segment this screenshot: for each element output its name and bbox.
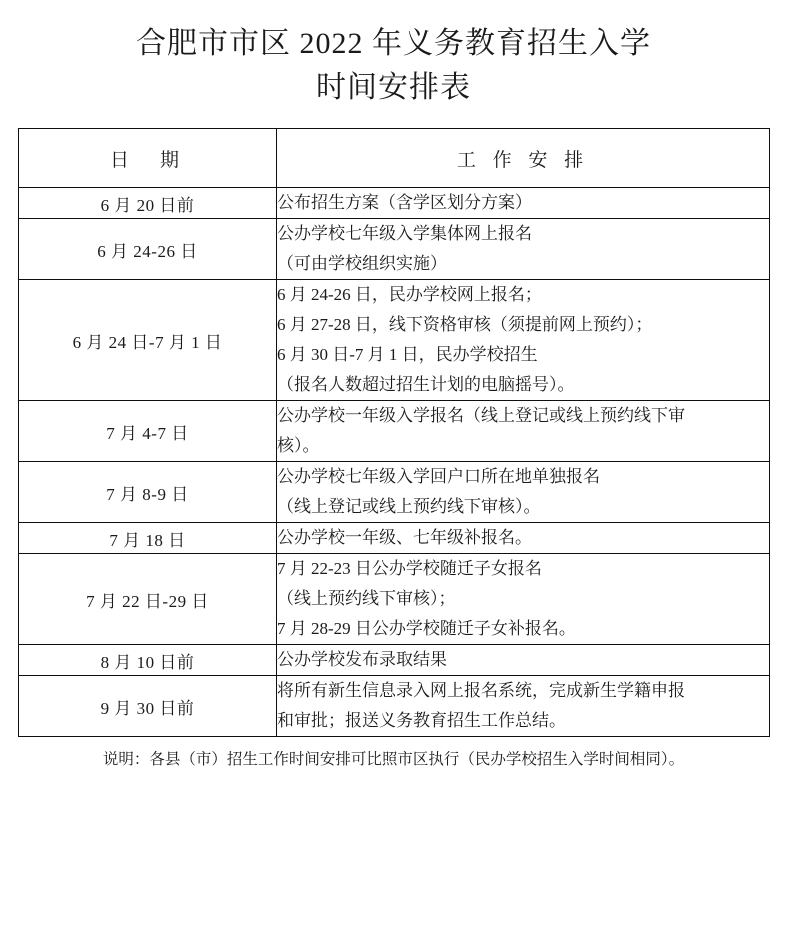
cell-work	[277, 676, 770, 737]
cell-date: 6 月 24-26 日	[19, 219, 277, 280]
cell-work-line: 公办学校发布录取结果	[277, 650, 447, 669]
table-row	[19, 462, 770, 523]
cell-work-line: 公办学校七年级入学集体网上报名	[277, 224, 532, 243]
cell-work-line: 公办学校一年级入学报名（线上登记或线上预约线下审	[277, 406, 685, 425]
cell-date: 7 月 18 日	[19, 523, 277, 554]
cell-work	[277, 188, 770, 219]
cell-date: 6 月 24 日-7 月 1 日	[19, 280, 277, 401]
table-row	[19, 188, 770, 219]
cell-work-line: 公布招生方案（含学区划分方案）	[277, 193, 532, 212]
cell-work	[277, 523, 770, 554]
cell-date: 9 月 30 日前	[19, 676, 277, 737]
cell-work-line: 7 月 22-23 日公办学校随迁子女报名	[277, 559, 542, 578]
cell-date: 7 月 4-7 日	[19, 401, 277, 462]
cell-work	[277, 645, 770, 676]
cell-date: 7 月 22 日-29 日	[19, 554, 277, 645]
cell-work-line: 和审批；报送义务教育招生工作总结。	[277, 711, 566, 730]
table-row	[19, 280, 770, 401]
cell-work	[277, 401, 770, 462]
cell-work-line: （报名人数超过招生计划的电脑摇号）。	[277, 375, 575, 394]
schedule-table	[18, 128, 770, 737]
table-row	[19, 645, 770, 676]
cell-work-line: 公办学校一年级、七年级补报名。	[277, 528, 532, 547]
cell-work-line: 核）。	[277, 436, 320, 455]
cell-work-line: （线上登记或线上预约线下审核）。	[277, 497, 541, 516]
footer-note: 说明：各县（市）招生工作时间安排可比照市区执行（民办学校招生入学时间相同）。	[102, 751, 685, 768]
schedule-table-wrapper	[18, 128, 769, 737]
table-row	[19, 554, 770, 645]
cell-work-line: （线上预约线下审核）；	[277, 589, 456, 608]
cell-work-line: 7 月 28-29 日公办学校随迁子女补报名。	[277, 619, 576, 638]
cell-work-line: （可由学校组织实施）	[277, 254, 447, 273]
table-row	[19, 401, 770, 462]
cell-work-line: 6 月 24-26 日，民办学校网上报名；	[277, 285, 542, 304]
column-header-date: 日 期	[19, 129, 277, 188]
cell-work-line: 将所有新生信息录入网上报名系统，完成新生学籍申报	[277, 681, 685, 700]
cell-date: 8 月 10 日前	[19, 645, 277, 676]
table-header-row	[19, 129, 770, 188]
page-title	[0, 0, 787, 110]
cell-work-line: 6 月 27-28 日，线下资格审核（须提前网上预约）；	[277, 315, 653, 334]
cell-work	[277, 219, 770, 280]
page-title-line-1: 合肥市市区 2022 年义务教育招生入学	[136, 27, 651, 60]
cell-date: 6 月 20 日前	[19, 188, 277, 219]
cell-date: 7 月 8-9 日	[19, 462, 277, 523]
table-body	[19, 188, 770, 737]
cell-work	[277, 554, 770, 645]
cell-work-line: 公办学校七年级入学回户口所在地单独报名	[277, 467, 600, 486]
page-title-line-2: 时间安排表	[316, 71, 471, 104]
cell-work-line: 6 月 30 日-7 月 1 日，民办学校招生	[277, 345, 538, 364]
cell-work	[277, 462, 770, 523]
table-row	[19, 523, 770, 554]
column-header-work: 工 作 安 排	[277, 129, 770, 188]
table-row	[19, 676, 770, 737]
table-header	[19, 129, 770, 188]
cell-work	[277, 280, 770, 401]
table-row	[19, 219, 770, 280]
